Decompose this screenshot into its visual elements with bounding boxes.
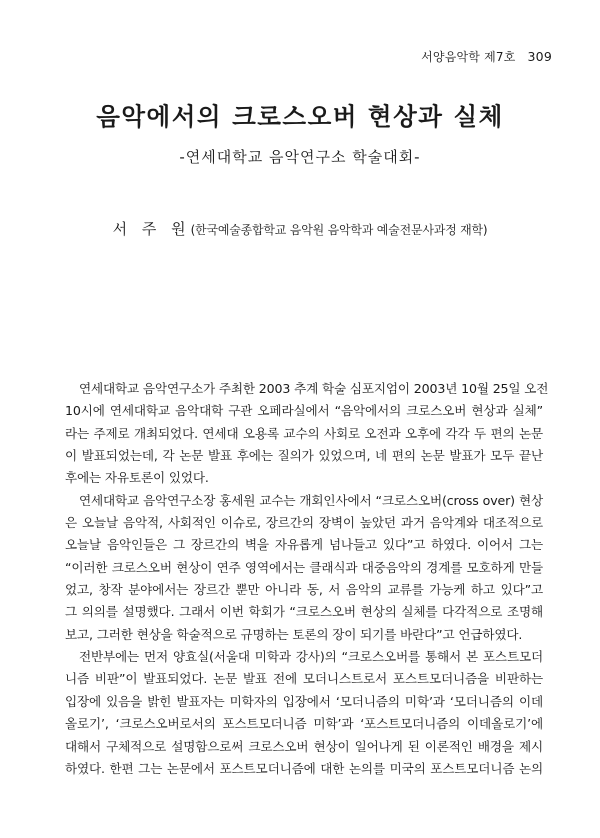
body-line: 10시에 연세대학교 음악대학 구관 오페라실에서 “음악에서의 크로스오버 현상과 실체” [65,403,543,419]
body-line: 오늘날 음악인들은 그 장르간의 벽을 자유롭게 넘나들고 있다”고 하였다. 이어서 그는 [65,537,543,553]
article-title: 음악에서의 크로스오버 현상과 실체 [96,102,504,131]
body-line: 니즘 비판”이 발표되었다. 논문 발표 전에 모더니스트로서 포스트모더니즘을 비판하는 [65,671,543,687]
body-line: 연세대학교 음악연구소가 주최한 2003 추계 학술 심포지엄이 2003년 10월 25일 오전 [79,381,549,396]
body-line: 연세대학교 음악연구소장 홍세원 교수는 개회인사에서 “크로스오버(cross over) 현상 [79,492,543,508]
body-line: 대해서 구체적으로 설명함으로써 크로스오버 현상이 일어나게 된 이론적인 배경을 제시 [65,738,543,754]
body-line: 이 발표되었는데, 각 논문 발표 후에는 질의가 있었으며, 네 편의 논문 발표가 모두 끝난 [65,448,543,464]
running-header [421,48,552,65]
body-line: 은 오늘날 음악적, 사회적인 이슈로, 장르간의 장벽이 높았던 과거 음악계와 대조적으로 [65,515,543,531]
author-affiliation: (한국예술종합학교 음악원 음악학과 예술전문사과정 재학) [190,223,488,237]
body-line: 었고, 창작 분야에서는 장르간 뿐만 아니라 동, 서 음악의 교류를 가능케 하고 있다”고 [65,582,543,598]
author-line [0,218,600,239]
body-line: 입장에 있음을 밝힌 발표자는 미학자의 입장에서 ‘모더니즘의 미학’과 ‘모더니즘의 이데 [65,693,543,709]
body-line: 올로기’, ‘크로스오버로서의 포스트모더니즘 미학’과 ‘포스트모더니즘의 이데올로기’에 [65,716,543,732]
body-line: 전반부에는 먼저 양효실(서울대 미학과 강사)의 “크로스오버를 통해서 본 포스트모더 [79,649,543,665]
page-number: 309 [527,49,552,64]
article-subtitle: -연세대학교 음악연구소 학술대회- [179,148,421,166]
body-line: 라는 주제로 개최되었다. 연세대 오용록 교수의 사회로 오전과 오후에 각각 두 편의 논문 [65,425,543,441]
article-body [65,378,549,780]
author-name: 서 주 원 [112,220,191,238]
journal-name: 서양음악학 제7호 [421,50,516,64]
body-line: 하였다. 한편 그는 논문에서 포스트모더니즘에 대한 논의를 미국의 포스트모더니즘 논의 [65,760,543,776]
body-line: 후에는 자유토론이 있었다. [65,470,209,486]
body-line: 보고, 그러한 현상을 학술적으로 규명하는 토론의 장이 되기를 바란다”고 언급하였다. [65,626,523,642]
body-line: “이러한 크로스오버 현상이 연주 영역에서는 클래식과 대중음악의 경계를 모호하게 만들 [65,559,543,575]
body-line: 그 의의를 설명했다. 그래서 이번 학회가 “크로스오버 현상의 실체를 다각적으로 조명해 [65,604,543,620]
